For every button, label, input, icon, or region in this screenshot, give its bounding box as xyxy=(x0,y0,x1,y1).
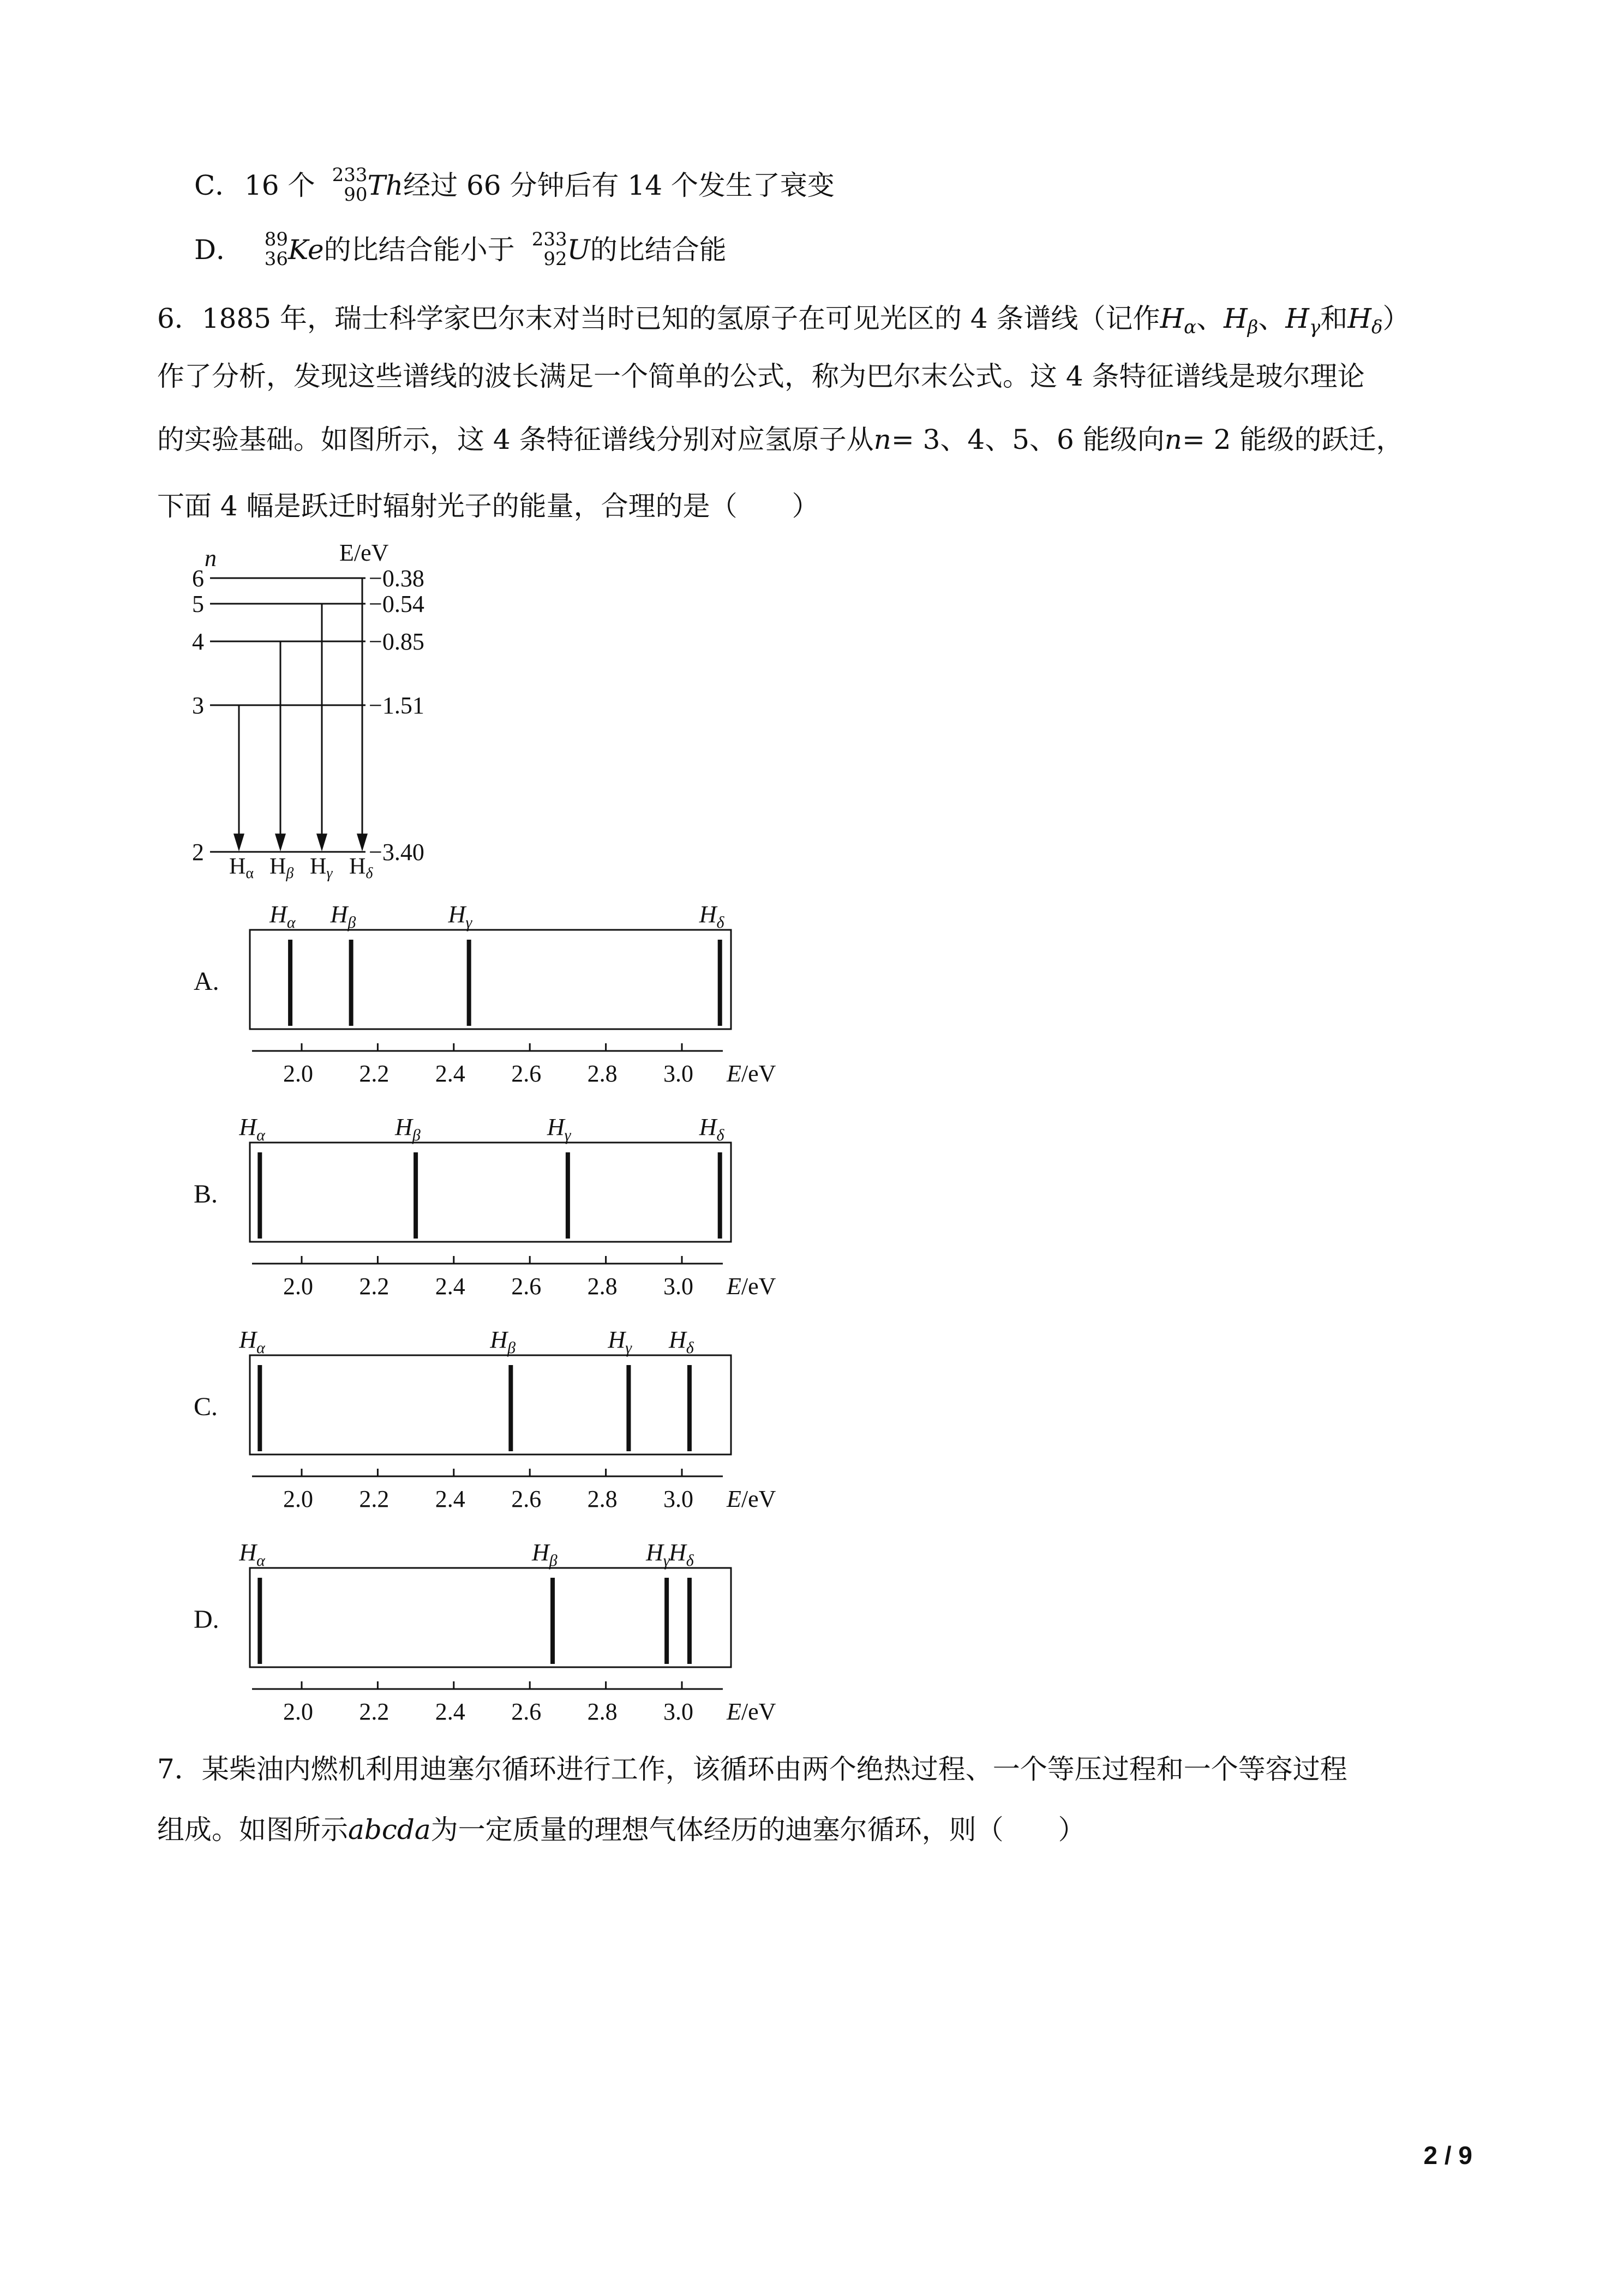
spectral-label-beta: $H_\beta$ xyxy=(532,1539,558,1570)
spectrum-box xyxy=(250,1568,731,1667)
option-text: 16 个 xyxy=(244,170,315,201)
isotope-u: 233 92 xyxy=(531,229,567,270)
spectral-label-gamma: $H_\gamma$ xyxy=(608,1326,632,1357)
isotope-th: 233 90 xyxy=(332,164,368,206)
axis-tick-label: 3.0 xyxy=(663,1060,693,1087)
axis-tick-label: 2.8 xyxy=(587,1060,618,1087)
axis-unit-label: E/eV xyxy=(727,1060,776,1087)
spectral-label-alpha: $H_\alpha$ xyxy=(239,1114,265,1144)
level-e-2: −3.40 xyxy=(369,839,424,865)
axis-tick-label: 2.8 xyxy=(587,1698,618,1725)
level-n-2: 2 xyxy=(192,839,204,865)
axis-tick-label: 2.2 xyxy=(359,1698,389,1725)
axis-tick-label: 2.0 xyxy=(283,1486,313,1512)
option-text: 的比结合能 xyxy=(590,234,727,266)
e-axis-label: E/eV xyxy=(339,539,389,566)
axis-unit-label: E/eV xyxy=(727,1273,776,1300)
spectrum-box xyxy=(250,930,731,1029)
isotope-ke: 89 36 xyxy=(264,229,288,270)
q5-option-c xyxy=(194,164,835,206)
page-number: 2 / 9 xyxy=(1423,2141,1472,2169)
spectrum-option-label: B. xyxy=(194,1180,218,1209)
axis-tick-label: 2.4 xyxy=(435,1698,465,1725)
spectrum-option-label: C. xyxy=(194,1392,218,1421)
axis-tick-label: 2.6 xyxy=(511,1698,542,1725)
axis-tick-label: 2.4 xyxy=(435,1060,465,1087)
spectral-label-alpha: $H_\alpha$ xyxy=(239,1326,265,1357)
spectrum-options xyxy=(180,889,835,1729)
q5-option-d xyxy=(194,229,727,270)
axis-tick-label: 2.8 xyxy=(587,1273,618,1300)
q6-line-3: 的实验基础。如图所示，这 4 条特征谱线分别对应氢原子从n= 3、4、5、6 能级向n= 2 能级的跃迁， xyxy=(157,424,1404,455)
option-label: C． xyxy=(194,170,243,201)
spectrum-box xyxy=(250,1355,731,1454)
spectral-label-gamma: $H_\gamma$ xyxy=(448,901,472,931)
spectrum-options-svg xyxy=(180,889,835,1729)
axis-tick-label: 2.4 xyxy=(435,1273,465,1300)
n-axis-label: n xyxy=(205,545,217,572)
spectral-label-gamma: $H_\gamma$ xyxy=(547,1114,571,1144)
axis-tick-label: 3.0 xyxy=(663,1698,693,1725)
level-e-6: −0.38 xyxy=(369,565,424,592)
isotope-symbol: Th xyxy=(367,170,404,201)
spectral-label-delta: $H_\delta$ xyxy=(668,1539,694,1570)
level-n-5: 5 xyxy=(192,591,204,617)
level-n-4: 4 xyxy=(192,628,204,655)
axis-tick-label: 2.6 xyxy=(511,1060,542,1087)
q6-line-1: 6．1885 年，瑞士科学家巴尔末对当时已知的氢原子在可见光区的 4 条谱线（记作$H_\alpha$、$H_\beta$、$H_\gamma$和$H_\delta$） xyxy=(157,303,1410,338)
transition-label-delta: Hδ xyxy=(349,854,373,882)
option-text: 经过 66 分钟后有 14 个发生了衰变 xyxy=(403,170,835,201)
option-text: 的比结合能小于 xyxy=(323,234,515,266)
axis-unit-label: E/eV xyxy=(727,1698,776,1725)
energy-level-diagram xyxy=(180,532,507,892)
isotope-symbol: U xyxy=(567,234,590,266)
spectrum-option-label: A. xyxy=(194,967,219,996)
spectral-label-beta: $H_\beta$ xyxy=(330,901,356,931)
isotope-symbol: Ke xyxy=(288,234,324,266)
axis-tick-label: 3.0 xyxy=(663,1273,693,1300)
spectral-label-beta: $H_\beta$ xyxy=(395,1114,421,1144)
question-number: 7． xyxy=(157,1753,202,1785)
level-e-4: −0.85 xyxy=(369,628,424,655)
spectral-label-gamma: $H_\gamma$ xyxy=(646,1539,670,1570)
q7-line-2: 组成。如图所示abcda为一定质量的理想气体经历的迪塞尔循环，则（ ） xyxy=(157,1814,1086,1846)
axis-tick-label: 2.4 xyxy=(435,1486,465,1512)
spectral-label-delta: $H_\delta$ xyxy=(668,1326,694,1357)
transition-label-beta: Hβ xyxy=(269,854,294,882)
q7-line-1: 7．某柴油内燃机利用迪塞尔循环进行工作，该循环由两个绝热过程、一个等压过程和一个等容过程 xyxy=(157,1753,1347,1785)
level-n-3: 3 xyxy=(192,692,204,719)
axis-tick-label: 2.2 xyxy=(359,1273,389,1300)
spectral-label-alpha: $H_\alpha$ xyxy=(239,1539,265,1570)
axis-tick-label: 3.0 xyxy=(663,1486,693,1512)
axis-tick-label: 2.6 xyxy=(511,1273,542,1300)
q6-line-4: 下面 4 幅是跃迁时辐射光子的能量，合理的是（ ） xyxy=(157,490,819,522)
spectral-label-alpha: $H_\alpha$ xyxy=(269,901,296,931)
spectrum-box xyxy=(250,1143,731,1242)
axis-tick-label: 2.0 xyxy=(283,1060,313,1087)
q6-line-2: 作了分析，发现这些谱线的波长满足一个简单的公式，称为巴尔末公式。这 4 条特征谱线是玻尔理论 xyxy=(157,360,1365,392)
axis-tick-label: 2.2 xyxy=(359,1486,389,1512)
spectral-label-delta: $H_\delta$ xyxy=(699,1114,724,1144)
spectrum-option-label: D. xyxy=(194,1605,219,1634)
question-number: 6． xyxy=(157,303,202,334)
level-e-5: −0.54 xyxy=(369,591,424,617)
spectral-label-delta: $H_\delta$ xyxy=(699,901,724,931)
transition-label-gamma: Hγ xyxy=(310,854,333,882)
level-n-6: 6 xyxy=(192,565,204,592)
axis-unit-label: E/eV xyxy=(727,1486,776,1512)
transition-label-alpha: Hα xyxy=(229,854,254,882)
axis-tick-label: 2.0 xyxy=(283,1698,313,1725)
axis-tick-label: 2.2 xyxy=(359,1060,389,1087)
option-label: D． xyxy=(194,234,244,266)
axis-tick-label: 2.0 xyxy=(283,1273,313,1300)
axis-tick-label: 2.6 xyxy=(511,1486,542,1512)
axis-tick-label: 2.8 xyxy=(587,1486,618,1512)
spectral-label-beta: $H_\beta$ xyxy=(490,1326,516,1357)
level-e-3: −1.51 xyxy=(369,692,424,719)
